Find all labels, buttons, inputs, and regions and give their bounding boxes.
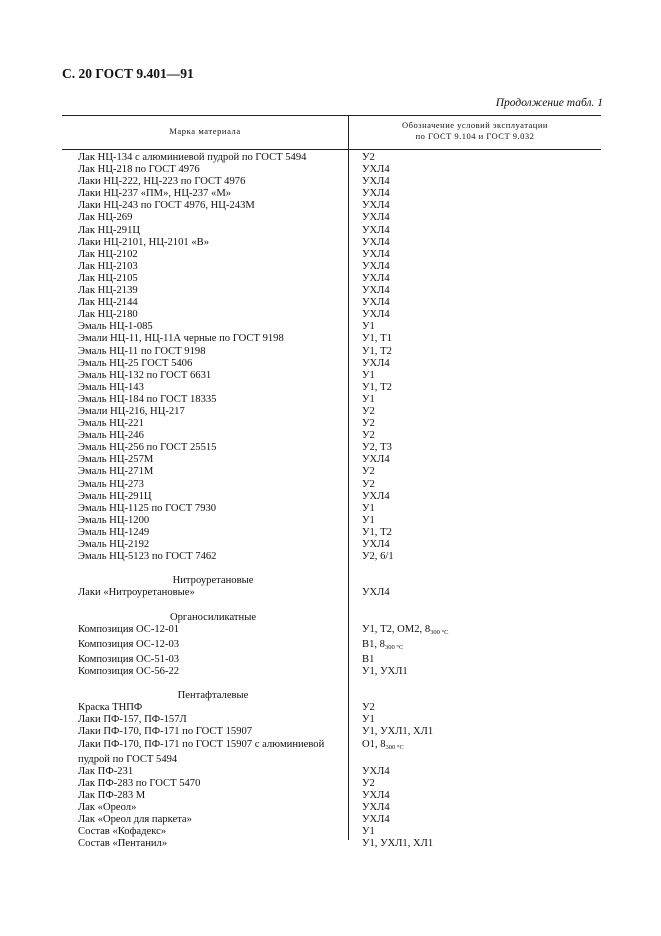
material-cell: Эмаль НЦ-132 по ГОСТ 6631: [78, 369, 212, 381]
table-row: [78, 164, 601, 176]
condition-cell: [348, 714, 375, 726]
condition-cell: [348, 249, 390, 261]
condition-code: У1, Т2: [362, 526, 392, 538]
table-row: [78, 790, 601, 802]
condition-cell: [348, 406, 375, 418]
condition-cell: [348, 587, 390, 599]
table-row: [78, 702, 601, 714]
condition-code: УХЛ4: [362, 801, 390, 813]
condition-code: У1, УХЛ1, ХЛ1: [362, 838, 434, 850]
condition-code: У1: [362, 514, 375, 526]
table-header-rule: [62, 149, 601, 150]
condition-code: У2: [362, 405, 375, 417]
section-title-pentaphthalic: Пентафталевые: [177, 690, 249, 702]
table-row: [78, 778, 601, 790]
condition-cell: [348, 639, 403, 654]
material-cell: Эмаль НЦ-11 по ГОСТ 9198: [78, 345, 206, 357]
condition-code: У1: [362, 714, 375, 726]
table-row: [78, 225, 601, 237]
material-cell: Лаки ПФ-157, ПФ-157Л: [78, 714, 187, 726]
pentaphthalic-rows: [78, 702, 601, 850]
condition-cell: [348, 726, 433, 738]
column-header-conditions: [349, 120, 601, 142]
condition-cell: [348, 297, 390, 309]
material-cell: Лак НЦ-2144: [78, 297, 138, 309]
material-cell: Лаки НЦ-243 по ГОСТ 4976, НЦ-243М: [78, 200, 255, 212]
condition-code: УХЛ4: [362, 212, 390, 224]
table-row: [78, 639, 601, 654]
condition-code: У1: [362, 502, 375, 514]
table-row: [78, 491, 601, 503]
condition-code: В1: [362, 653, 375, 665]
material-cell: Лаки НЦ-222, НЦ-223 по ГОСТ 4976: [78, 176, 246, 188]
material-cell: Краска ТНПФ: [78, 702, 143, 714]
condition-code: У1, Т2, ОМ2, 8: [362, 623, 431, 635]
table-row: [78, 273, 601, 285]
condition-code: У1: [362, 321, 375, 333]
table-row: [78, 370, 601, 382]
material-cell: Эмаль НЦ-271М: [78, 466, 154, 478]
material-cell: Лак НЦ-2102: [78, 248, 138, 260]
condition-code: УХЛ4: [362, 539, 390, 550]
table-row: [78, 309, 601, 321]
condition-code: УХЛ4: [362, 236, 390, 248]
condition-code: УХЛ4: [362, 814, 390, 826]
condition-code: У2: [362, 478, 375, 490]
condition-cell: [348, 790, 390, 802]
material-cell: Эмаль НЦ-2192: [78, 539, 150, 550]
material-cell: Лак НЦ-269: [78, 212, 133, 224]
table-row: [78, 285, 601, 297]
condition-cell: [348, 188, 390, 200]
table-row: [78, 321, 601, 333]
condition-cell: [348, 666, 408, 678]
material-cell: Лак НЦ-2139: [78, 285, 138, 297]
condition-code: УХЛ4: [362, 357, 390, 369]
table-row: [78, 624, 601, 639]
material-cell: Эмаль НЦ-1-085: [78, 321, 153, 333]
condition-cell: [348, 394, 375, 406]
material-cell: Композиция ОС-12-03: [78, 638, 180, 650]
material-cell: Эмаль НЦ-246: [78, 430, 144, 442]
condition-code: У2: [362, 152, 375, 163]
condition-code: У1, УХЛ1: [362, 665, 408, 677]
table-row: [78, 802, 601, 814]
material-cell: Лак НЦ-2105: [78, 272, 138, 284]
material-cell: Лаки ПФ-170, ПФ-171 по ГОСТ 15907 с алюминиевой: [78, 738, 325, 750]
condition-code: У1: [362, 393, 375, 405]
material-cell: Эмали НЦ-11, НЦ-11А черные по ГОСТ 9198: [78, 333, 284, 345]
table-row: [78, 739, 601, 754]
material-cell: Лак НЦ-2180: [78, 309, 138, 321]
condition-code: УХЛ4: [362, 200, 390, 212]
table-top-rule: [62, 115, 601, 116]
condition-cell: [348, 346, 392, 358]
material-cell: Эмаль НЦ-1125 по ГОСТ 7930: [78, 502, 217, 514]
condition-cell: [348, 176, 390, 188]
condition-code: У2: [362, 418, 375, 430]
condition-cell: [348, 539, 390, 551]
material-cell: Лак НЦ-291Ц: [78, 224, 141, 236]
main-rows: [78, 152, 601, 563]
table-body: [78, 152, 601, 850]
condition-code: УХЛ4: [362, 248, 390, 260]
condition-cell: [348, 754, 362, 766]
table-row: [78, 714, 601, 726]
condition-code: УХЛ4: [362, 164, 390, 176]
material-cell: Состав «Кофадекс»: [78, 826, 167, 838]
material-cell: Лак «Ореол для паркета»: [78, 814, 192, 826]
condition-cell: [348, 479, 375, 491]
condition-code: УХЛ4: [362, 272, 390, 284]
table-row: [78, 814, 601, 826]
condition-cell: [348, 802, 390, 814]
material-cell: Эмаль НЦ-25 ГОСТ 5406: [78, 357, 193, 369]
table-row: [78, 249, 601, 261]
condition-temperature-subscript: 300 °С: [384, 643, 404, 651]
table-row: [78, 466, 601, 478]
table-row: [78, 479, 601, 491]
material-cell: Эмаль НЦ-273: [78, 478, 144, 490]
section-spacer: [78, 599, 601, 611]
condition-code: У1: [362, 369, 375, 381]
condition-cell: [348, 503, 375, 515]
section-title-organosilicate: Органосиликатные: [169, 611, 257, 623]
condition-cell: [348, 152, 375, 164]
condition-code: У1, Т1: [362, 333, 392, 345]
material-cell: Эмаль НЦ-257М: [78, 454, 154, 466]
condition-cell: [348, 838, 433, 850]
table-row: [78, 587, 601, 599]
condition-cell: [348, 551, 394, 563]
table-row: [78, 200, 601, 212]
table-row: [78, 515, 601, 527]
condition-cell: [348, 237, 390, 249]
condition-code: В1, 8: [362, 638, 385, 650]
table-continuation-label: Продолжение табл. 1: [495, 97, 603, 109]
condition-cell: [348, 778, 375, 790]
table-row: [78, 826, 601, 838]
table-row: [78, 394, 601, 406]
section-spacer: [78, 563, 601, 575]
condition-cell: [348, 826, 375, 838]
condition-code: УХЛ4: [362, 224, 390, 236]
condition-code: УХЛ4: [362, 260, 390, 272]
condition-code: У2, Т3: [362, 442, 392, 454]
section-title-row: [78, 690, 601, 702]
material-cell: Эмали НЦ-216, НЦ-217: [78, 405, 185, 417]
table-row: [78, 261, 601, 273]
condition-cell: [348, 321, 375, 333]
condition-cell: [348, 285, 390, 297]
condition-cell: [348, 739, 404, 754]
organosilicate-rows: [78, 624, 601, 678]
table-row: [78, 297, 601, 309]
condition-cell: [348, 702, 375, 714]
table-row: [78, 766, 601, 778]
condition-cell: [348, 261, 390, 273]
column-header-conditions-line2: по ГОСТ 9.104 и ГОСТ 9.032: [415, 131, 535, 141]
condition-cell: [348, 212, 390, 224]
material-cell: Лак ПФ-283 М: [78, 789, 146, 801]
condition-cell: [348, 654, 374, 666]
table-row: [78, 430, 601, 442]
condition-cell: [348, 382, 392, 394]
condition-code: У2: [362, 466, 375, 478]
table-row: [78, 442, 601, 454]
table-row: [78, 333, 601, 345]
condition-code: УХЛ4: [362, 789, 390, 801]
condition-cell: [348, 430, 375, 442]
table-row: [78, 754, 601, 766]
material-cell: Эмаль НЦ-291Ц: [78, 490, 152, 502]
table-row: [78, 666, 601, 678]
column-header-material: Марка материала: [169, 126, 241, 136]
condition-code: УХЛ4: [362, 454, 390, 466]
material-cell: Эмаль НЦ-221: [78, 418, 144, 430]
condition-code: УХЛ4: [362, 490, 390, 502]
table-row: [78, 406, 601, 418]
table-row: [78, 358, 601, 370]
condition-cell: [348, 273, 390, 285]
material-cell: Лаки «Нитроуретановые»: [78, 587, 195, 599]
condition-temperature-subscript: 300 °С: [385, 743, 404, 751]
condition-cell: [348, 814, 390, 826]
condition-code: У2: [362, 777, 375, 789]
material-cell: Эмаль НЦ-184 по ГОСТ 18335: [78, 393, 217, 405]
condition-code: У1, Т2: [362, 345, 392, 357]
table-row: [78, 237, 601, 249]
table-row: [78, 418, 601, 430]
material-cell: Лак НЦ-2103: [78, 260, 138, 272]
condition-code: У2: [362, 702, 375, 714]
column-header-conditions-line1: Обозначение условий эксплуатации: [402, 120, 548, 130]
condition-cell: [348, 418, 375, 430]
material-cell: Эмаль НЦ-1200: [78, 514, 150, 526]
condition-cell: [348, 309, 390, 321]
table-row: [78, 527, 601, 539]
material-cell: Эмаль НЦ-256 по ГОСТ 25515: [78, 442, 217, 454]
condition-cell: [348, 225, 390, 237]
table-row: [78, 551, 601, 563]
condition-cell: [348, 515, 375, 527]
material-cell: Лак НЦ-134 с алюминиевой пудрой по ГОСТ 5494: [78, 152, 307, 163]
page-header: С. 20 ГОСТ 9.401—91: [62, 66, 194, 81]
condition-cell: [348, 491, 390, 503]
material-cell: Композиция ОС-12-01: [78, 623, 180, 635]
condition-cell: [348, 370, 375, 382]
table-row: [78, 188, 601, 200]
condition-cell: [348, 442, 392, 454]
condition-code: УХЛ4: [362, 587, 390, 599]
material-cell: Композиция ОС-56-22: [78, 665, 180, 677]
table-row: [78, 539, 601, 551]
section-spacer: [78, 678, 601, 690]
condition-cell: [348, 766, 390, 778]
material-cell: Лак ПФ-231: [78, 765, 134, 777]
material-cell: Лаки НЦ-2101, НЦ-2101 «В»: [78, 236, 209, 248]
material-cell: Эмаль НЦ-5123 по ГОСТ 7462: [78, 551, 217, 563]
condition-code: У1: [362, 826, 375, 838]
table-row: [78, 212, 601, 224]
condition-cell: [348, 454, 390, 466]
table-row: [78, 346, 601, 358]
table-row: [78, 838, 601, 850]
condition-temperature-subscript: 300 °С: [430, 628, 449, 636]
material-cell: Лак ПФ-283 по ГОСТ 5470: [78, 777, 201, 789]
condition-code: У1, УХЛ1, ХЛ1: [362, 726, 434, 738]
material-cell: Лак «Ореол»: [78, 801, 137, 813]
table-row: [78, 654, 601, 666]
material-cell: Эмаль НЦ-1249: [78, 526, 150, 538]
condition-code: У2: [362, 430, 375, 442]
condition-code: У2, 6/1: [362, 551, 394, 563]
condition-code: УХЛ4: [362, 285, 390, 297]
condition-cell: [348, 527, 392, 539]
table-row: [78, 382, 601, 394]
table-row: [78, 503, 601, 515]
condition-cell: [348, 333, 392, 345]
condition-code: УХЛ4: [362, 765, 390, 777]
table-row: [78, 454, 601, 466]
nitrourethane-rows: [78, 587, 601, 599]
condition-cell: [348, 466, 375, 478]
section-title-row: [78, 575, 601, 587]
condition-code: УХЛ4: [362, 297, 390, 309]
table-row: [78, 726, 601, 738]
table-row: [78, 152, 601, 164]
condition-code: О1, 8: [362, 738, 386, 750]
material-cell: Лаки НЦ-237 «ПМ», НЦ-237 «М»: [78, 188, 232, 200]
condition-code: У1, Т2: [362, 381, 392, 393]
material-cell: Лак НЦ-218 по ГОСТ 4976: [78, 164, 200, 176]
condition-code: УХЛ4: [362, 176, 390, 188]
condition-cell: [348, 164, 390, 176]
material-cell: Лаки ПФ-170, ПФ-171 по ГОСТ 15907: [78, 726, 253, 738]
condition-cell: [348, 624, 448, 639]
condition-cell: [348, 358, 390, 370]
condition-code: УХЛ4: [362, 188, 390, 200]
material-cell: Эмаль НЦ-143: [78, 381, 144, 393]
table-row: [78, 176, 601, 188]
material-cell: пудрой по ГОСТ 5494: [78, 753, 178, 765]
material-cell: Состав «Пентанил»: [78, 838, 168, 850]
condition-cell: [348, 200, 390, 212]
condition-code: УХЛ4: [362, 309, 390, 321]
material-cell: Композиция ОС-51-03: [78, 653, 180, 665]
section-title-nitrourethane: Нитроуретановые: [172, 575, 254, 587]
section-title-row: [78, 612, 601, 624]
